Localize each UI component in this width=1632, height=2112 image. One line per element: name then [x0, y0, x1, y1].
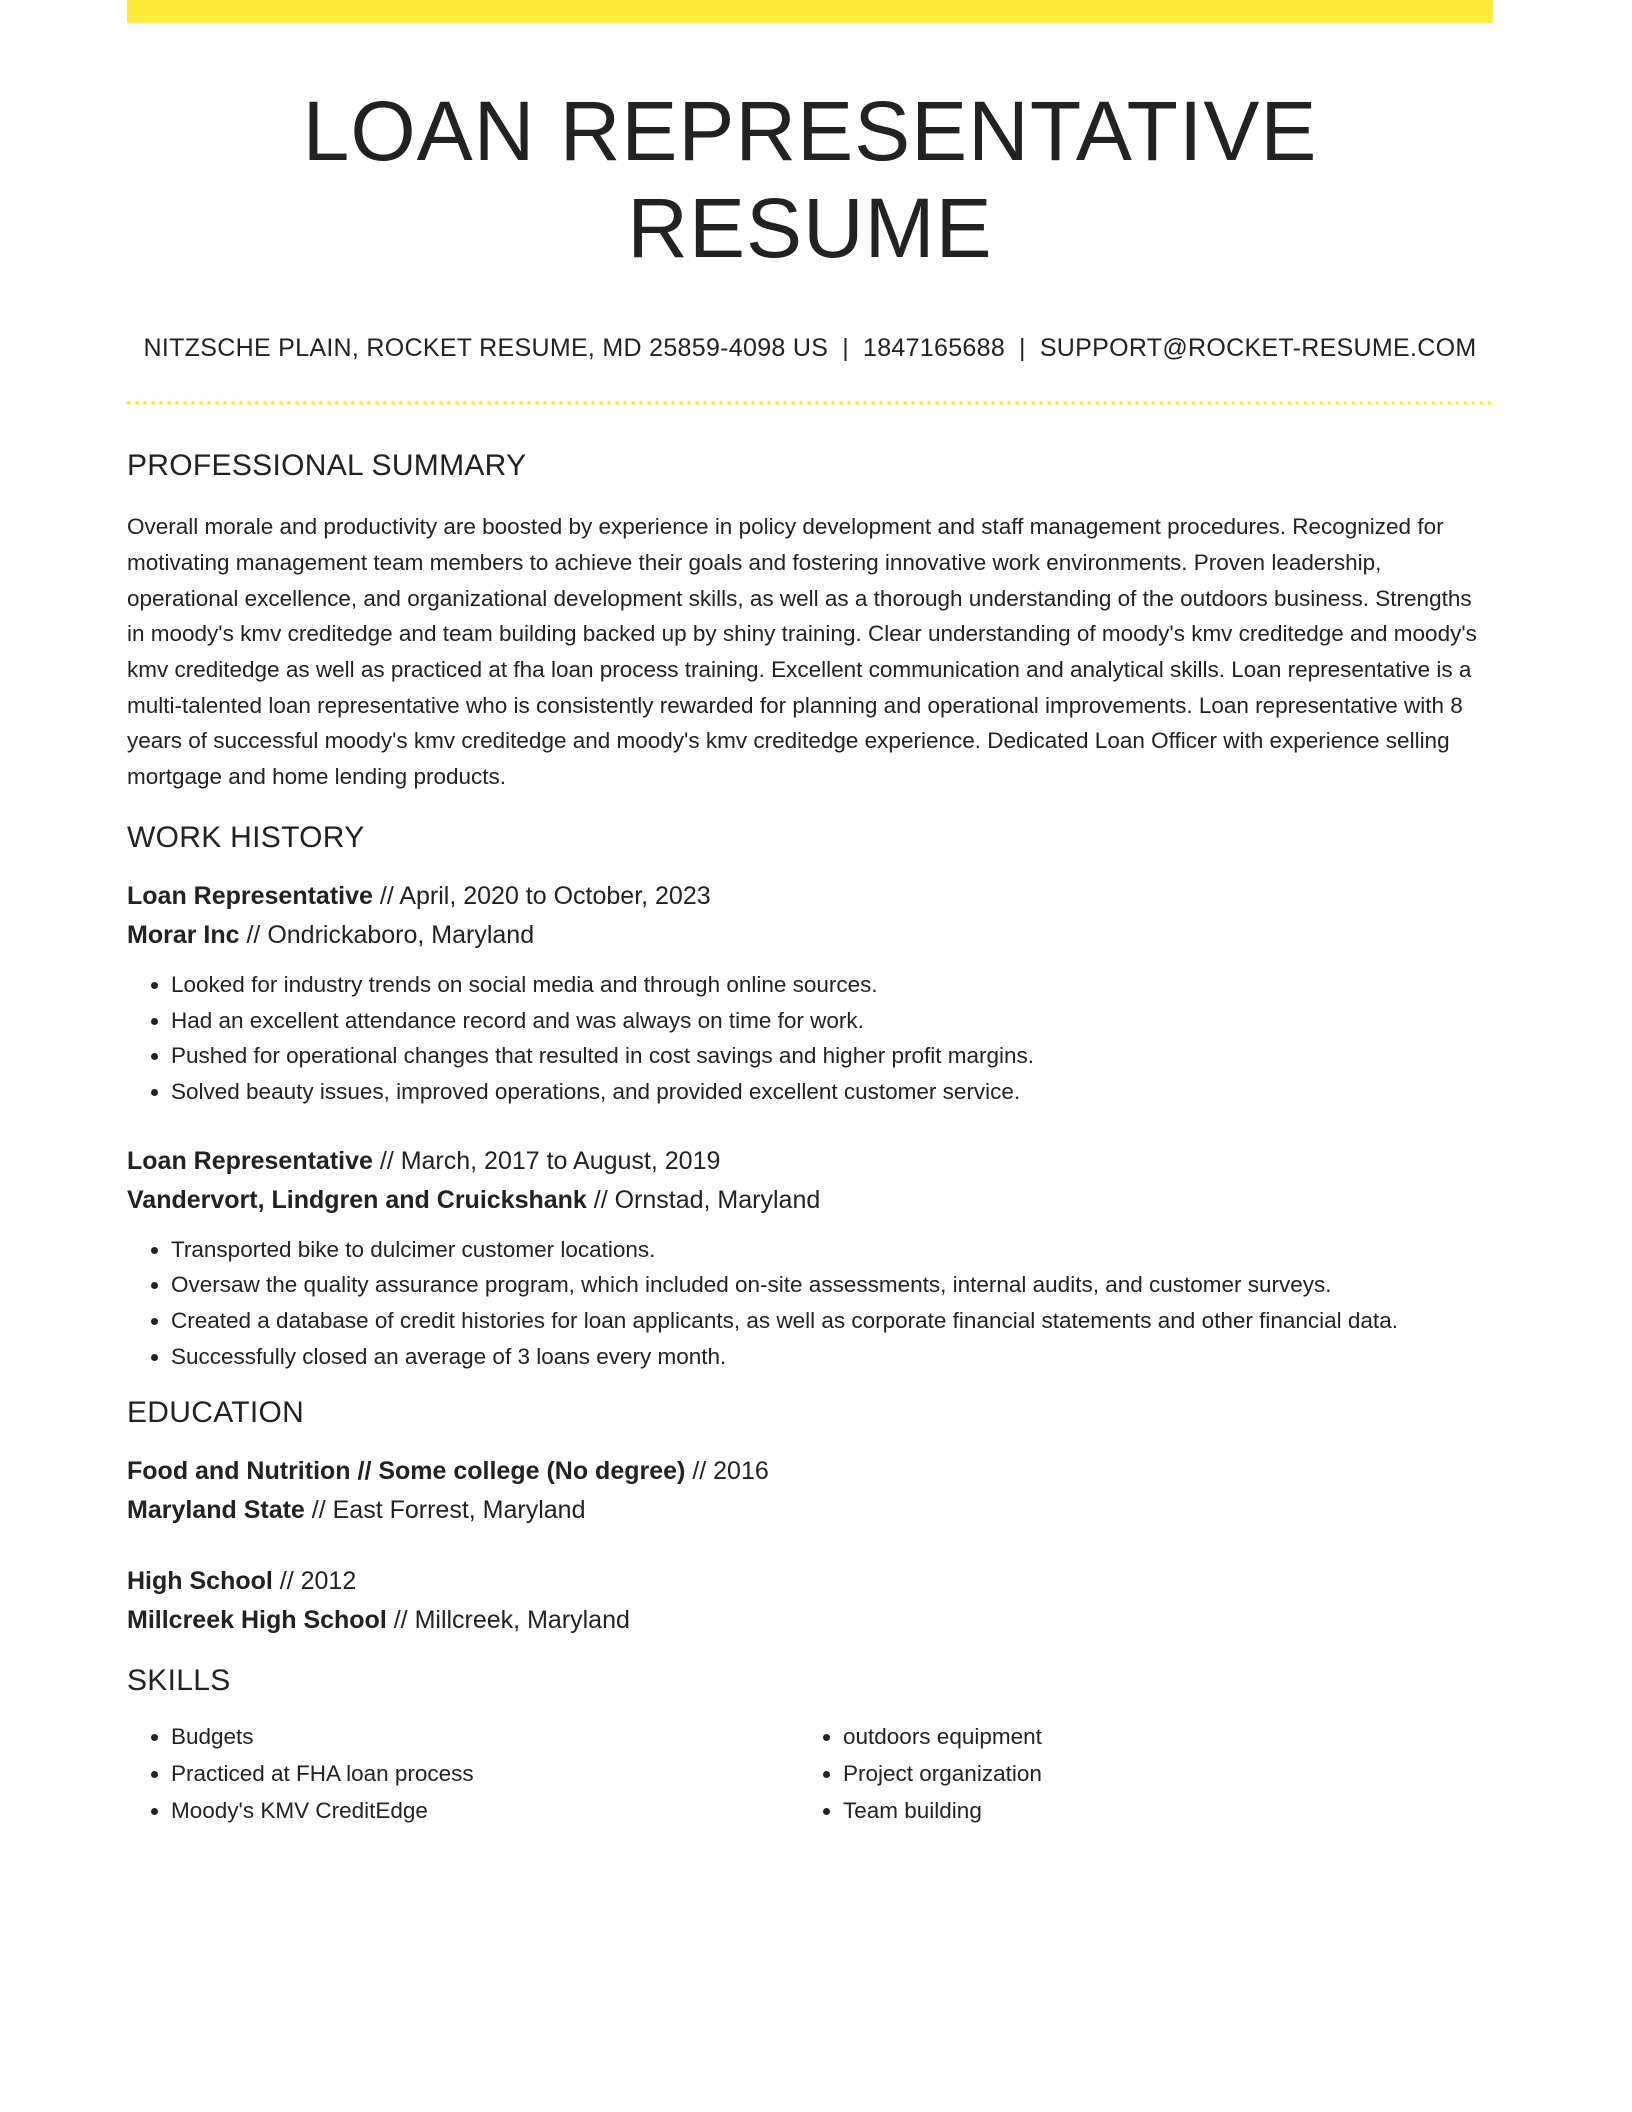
section-title-education: EDUCATION	[127, 1396, 305, 1430]
skills-column-right	[799, 1718, 1471, 1829]
skill-item: • Budgets	[171, 1718, 799, 1755]
skills-column-left	[127, 1718, 799, 1829]
section-title-work-history: WORK HISTORY	[127, 820, 365, 854]
skills-grid	[127, 1718, 1493, 1829]
job-company: Morar Inc	[127, 920, 240, 949]
skill-item: • Moody's KMV CreditEdge	[171, 1792, 799, 1829]
education-year: // 2012	[272, 1567, 357, 1596]
education-degree-line	[127, 1452, 1493, 1491]
skill-item: • outdoors equipment	[843, 1718, 1471, 1755]
skill-item: • Team building	[843, 1792, 1471, 1829]
education-degree: High School	[127, 1567, 273, 1596]
education-school: Maryland State	[127, 1496, 305, 1525]
job-company-line	[127, 916, 1493, 955]
resume-title: LOAN REPRESENTATIVE RESUME	[302, 84, 1318, 275]
list-item: • Transported bike to dulcimer customer locations.	[171, 1232, 1493, 1268]
address: NITZSCHE PLAIN, ROCKET RESUME, MD 25859-4098 US	[143, 334, 829, 363]
list-item: • Created a database of credit histories for loan applicants, as well as corporate financial statements and other financial data.	[171, 1303, 1493, 1339]
job-role-line	[127, 877, 1493, 916]
list-item: • Pushed for operational changes that resulted in cost savings and higher profit margins.	[171, 1038, 1493, 1074]
list-item: • Had an excellent attendance record and was always on time for work.	[171, 1003, 1493, 1039]
education-school: Millcreek High School	[127, 1606, 387, 1635]
education-school-line	[127, 1491, 1493, 1530]
summary-text: Overall morale and productivity are boosted by experience in policy development and staff management procedures. Recognized for motivating management team members to achieve their goals and fostering innovative work environments. Proven leadership, operational excellence, and organizational development skills, as well as a thorough understanding of the outdoors business. Strengths in moody's kmv creditedge and team building backed up by shiny training. Clear understanding of moody's kmv creditedge and moody's kmv creditedge as well as practiced at fha loan process training. Excellent communication and analytical skills. Loan representative is a multi-talented loan representative who is consistently rewarded for planning and operational improvements. Loan representative with 8 years of successful moody's kmv creditedge and moody's kmv creditedge experience. Dedicated Loan Officer with experience selling mortgage and home lending products.	[127, 514, 1477, 790]
education-degree: Food and Nutrition // Some college (No degree)	[127, 1457, 686, 1486]
accent-bar	[127, 0, 1493, 23]
list-item: • Looked for industry trends on social media and through online sources.	[171, 967, 1493, 1003]
job-dates: // March, 2017 to August, 2019	[372, 1146, 721, 1175]
skill-item: • Project organization	[843, 1755, 1471, 1792]
section-title-skills: SKILLS	[127, 1664, 231, 1698]
job-company: Vandervort, Lindgren and Cruickshank	[127, 1185, 587, 1214]
job-location: // Ornstad, Maryland	[586, 1185, 821, 1214]
contact-line	[127, 334, 1493, 363]
education-location: // Millcreek, Maryland	[386, 1606, 630, 1635]
job-bullets	[127, 967, 1493, 1110]
email: SUPPORT@ROCKET-RESUME.COM	[1039, 334, 1477, 363]
job-role: Loan Representative	[127, 1146, 373, 1175]
job-role-line	[127, 1142, 1493, 1181]
education-year: // 2016	[685, 1457, 769, 1486]
job-role: Loan Representative	[127, 881, 373, 910]
job-company-line	[127, 1181, 1493, 1220]
separator: |	[1019, 334, 1026, 363]
separator: |	[842, 334, 849, 363]
job-location: // Ondrickaboro, Maryland	[239, 920, 535, 949]
job-dates: // April, 2020 to October, 2023	[372, 881, 711, 910]
section-title-summary: PROFESSIONAL SUMMARY	[127, 449, 527, 483]
education-location: // East Forrest, Maryland	[304, 1496, 586, 1525]
job-entry	[127, 1142, 1493, 1375]
phone: 1847165688	[862, 334, 1006, 363]
education-entry	[127, 1452, 1493, 1530]
list-item: • Oversaw the quality assurance program, which included on-site assessments, internal audits, and customer surveys.	[171, 1267, 1493, 1303]
list-item: • Successfully closed an average of 3 loans every month.	[171, 1339, 1493, 1375]
resume-page	[127, 0, 1493, 1829]
job-entry	[127, 877, 1493, 1110]
dotted-divider	[127, 401, 1493, 405]
education-degree-line	[127, 1562, 1493, 1601]
education-school-line	[127, 1601, 1493, 1640]
job-bullets	[127, 1232, 1493, 1375]
education-entry	[127, 1562, 1493, 1640]
skill-item: • Practiced at FHA loan process	[171, 1755, 799, 1792]
list-item: • Solved beauty issues, improved operations, and provided excellent customer service.	[171, 1074, 1493, 1110]
